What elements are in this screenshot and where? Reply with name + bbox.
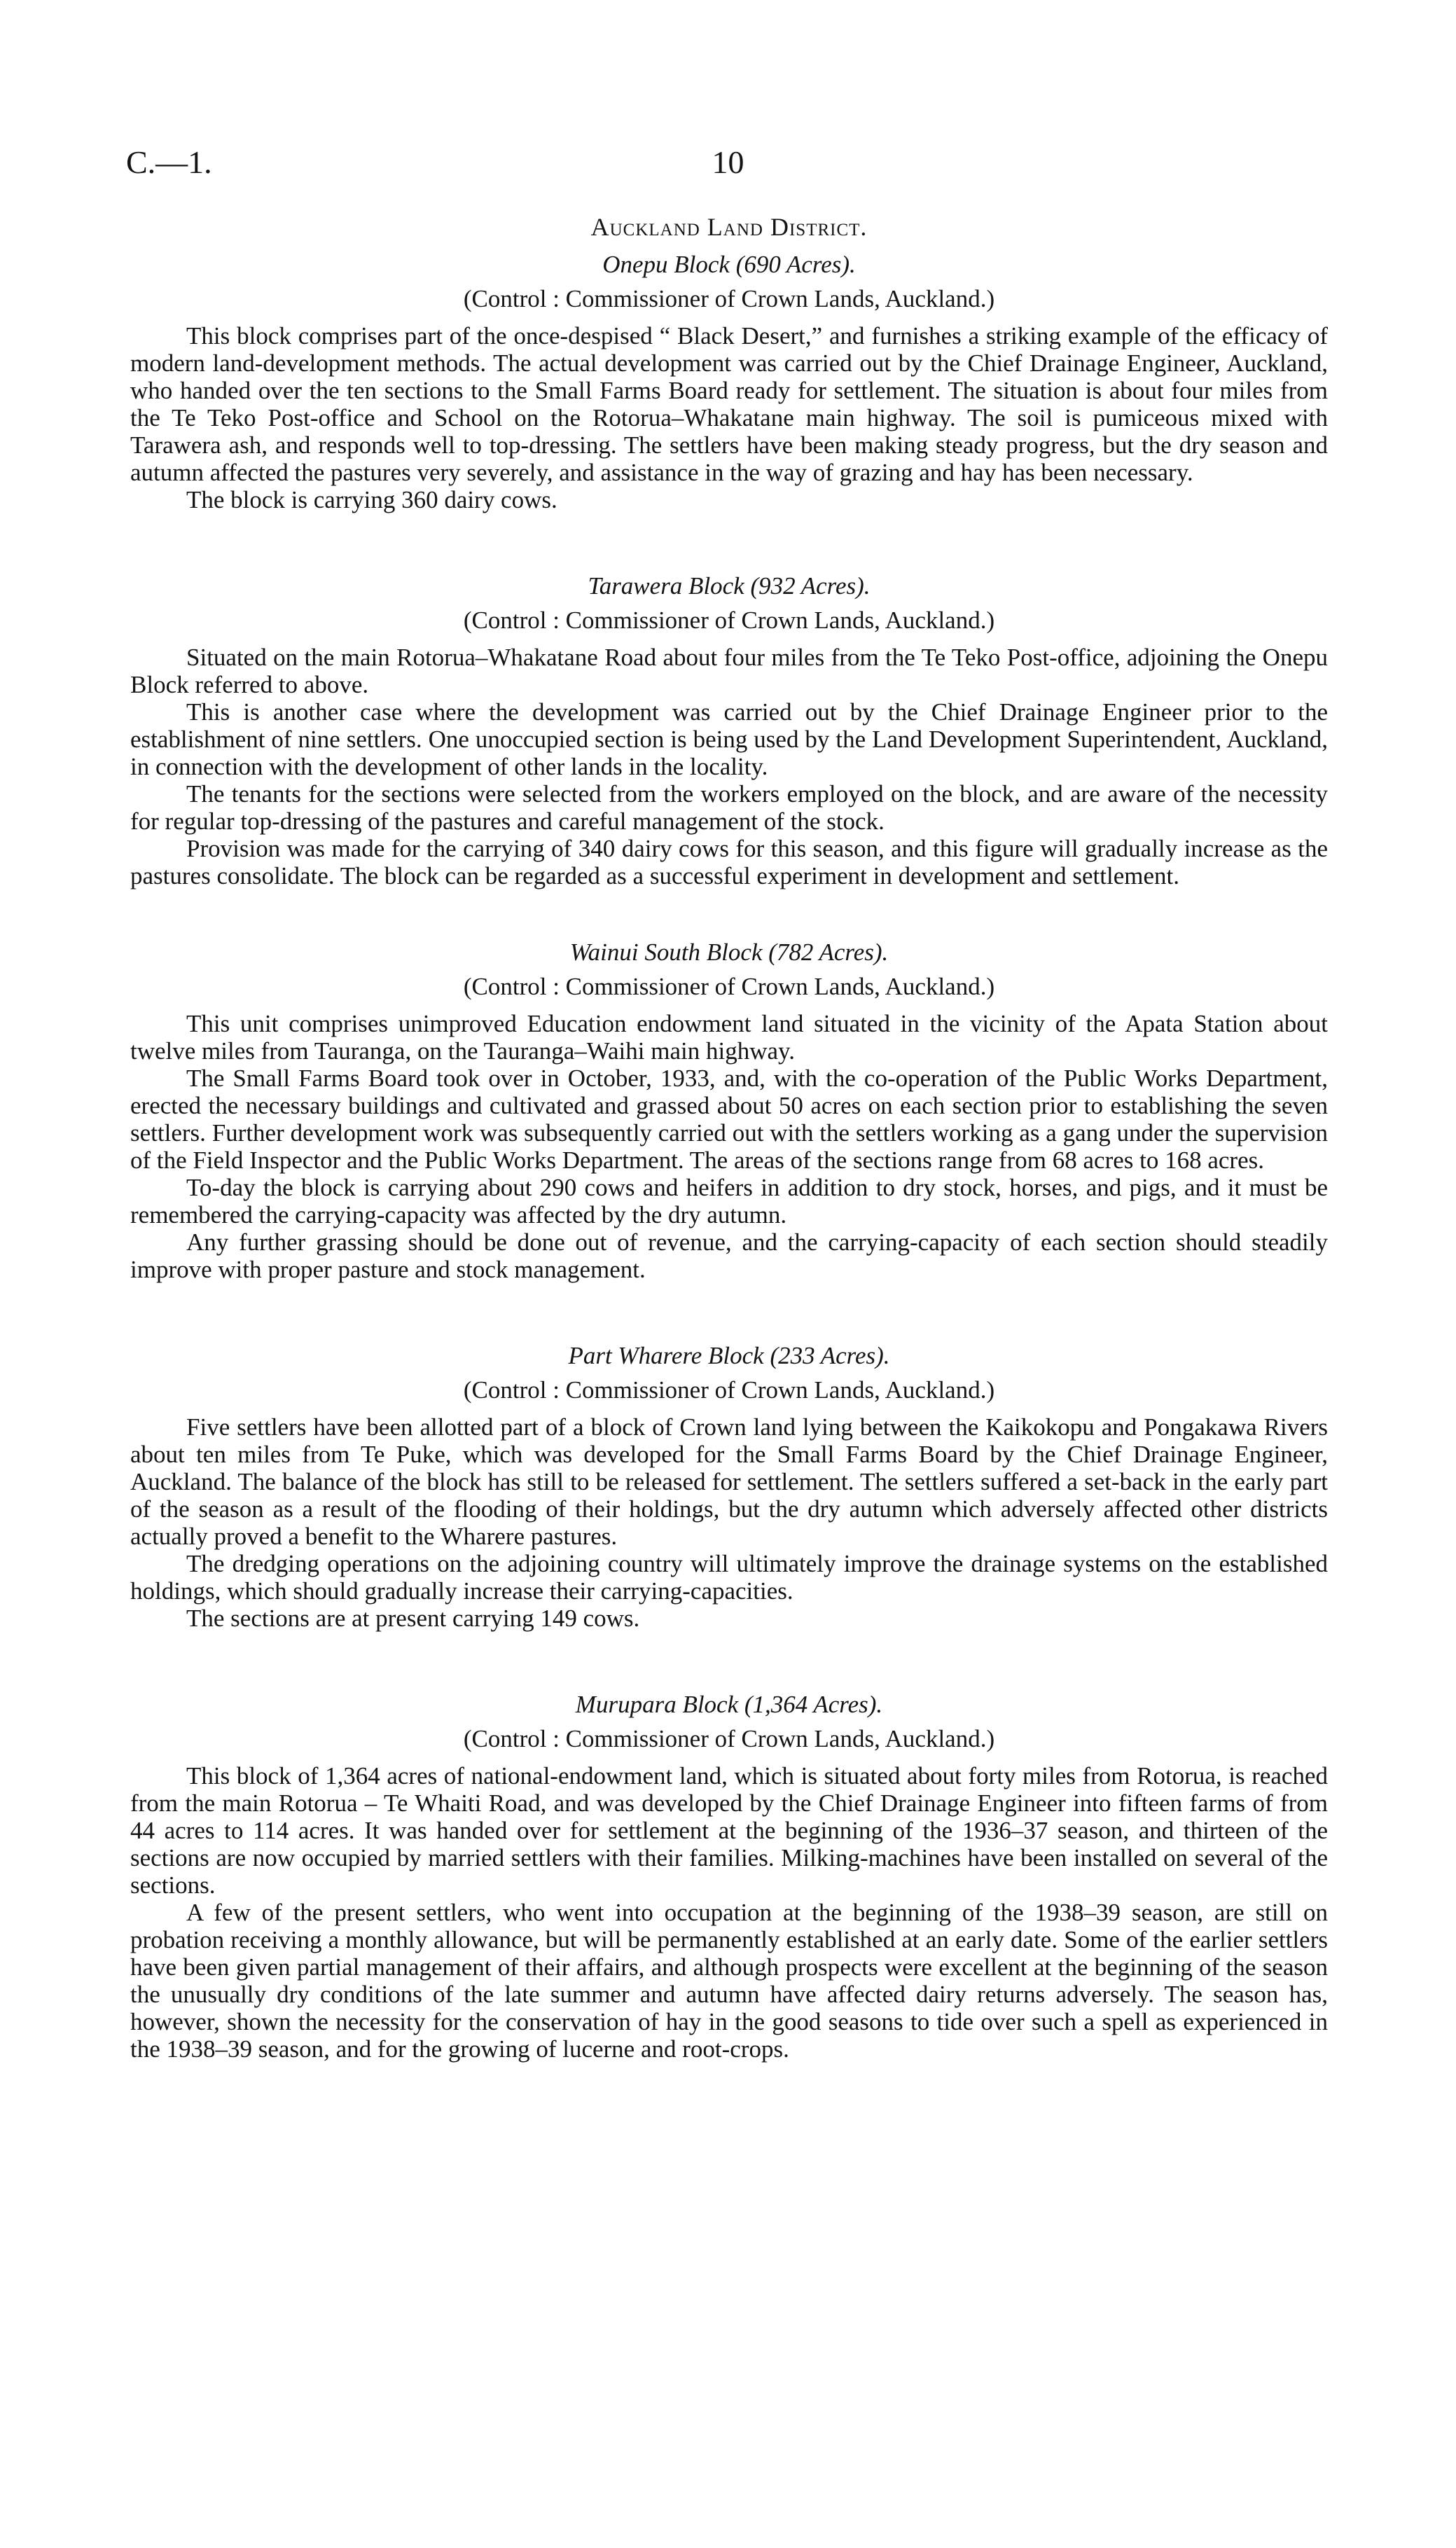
paragraph: The sections are at present carrying 149 cows. [186, 1605, 640, 1632]
paragraph: Five settlers have been allotted part of a block of Crown land lying between the Kaikokopu and Pongakawa Rivers about ten miles from Te Puke, which was developed for the Small Farms Board by the Chief Drainage Engineer, Auckland. The balance of the block has still to be released for settlement. The settlers suffered a set-back in the early part of the season as a result of the flooding of their holdings, but the dry autumn which adversely affected other districts actually proved a benefit to the Wharere pastures. [130, 1413, 1328, 1550]
paragraph: This block comprises part of the once-despised “ Black Desert,” and furnishes a striking example of the efficacy of modern land-development methods. The actual development was carried out by the Chief Drainage Engineer, Auckland, who handed over the ten sections to the Small Farms Board ready for settlement. The situation is about four miles from the Te Teko Post-office and School on the Rotorua–Whakatane main highway. The soil is pumiceous mixed with Tarawera ash, and responds well to top-dressing. The settlers have been making steady progress, but the dry season and autumn affected the pastures very severely, and assistance in the way of grazing and hay has been necessary. [130, 322, 1328, 486]
paragraph: The tenants for the sections were selected from the workers employed on the block, and are aware of the necessity for regular top-dressing of the pastures and careful management of the stock. [130, 780, 1328, 835]
paragraph: Provision was made for the carrying of 340 dairy cows for this season, and this figure will gradually increase as the pastures consolidate. The block can be regarded as a successful experiment in development and settlement. [130, 835, 1328, 889]
paragraph: The dredging operations on the adjoining country will ultimately improve the drainage systems on the established holdings, which should gradually increase their carrying-capacities. [130, 1550, 1328, 1605]
page-body [130, 210, 1328, 2063]
block-section [130, 1688, 1328, 2063]
paragraph: A few of the present settlers, who went into occupation at the beginning of the 1938–39 season, are still on probation receiving a monthly allowance, but will be permanently established at an early date. Some of the earlier settlers have been given partial management of their affairs, and although prospects were excellent at the beginning of the season the unusually dry conditions of the late summer and autumn have affected dairy returns adversely. The season has, however, shown the necessity for the conservation of hay in the good seasons to tide over such a spell as experienced in the 1938–39 season, and for the growing of lucerne and root-crops. [130, 1899, 1328, 2063]
control-line: (Control : Commissioner of Crown Lands, Auckland.) [463, 1725, 995, 1752]
paragraph: This block of 1,364 acres of national-endowment land, which is situated about forty miles from Rotorua, is reached from the main Rotorua – Te Whaiti Road, and was developed by the Chief Drainage Engineer into fifteen farms of from 44 acres to 114 acres. It was handed over for settlement at the beginning of the 1936–37 season, and thirteen of the sections are now occupied by married settlers with their families. Milking-machines have been installed on several of the sections. [130, 1762, 1328, 1899]
paragraph: Any further grassing should be done out of revenue, and the carrying-capacity of each section should steadily improve with proper pasture and stock management. [130, 1228, 1328, 1283]
control-line: (Control : Commissioner of Crown Lands, Auckland.) [463, 973, 995, 1000]
block-title: Onepu Block (690 Acres). [602, 251, 856, 278]
paragraph: The Small Farms Board took over in October, 1933, and, with the co-operation of the Public Works Department, erected the necessary buildings and cultivated and grassed about 50 acres on each section prior to establishing the seven settlers. Further development work was subsequently carried out with the settlers working as a gang under the supervision of the Field Inspector and the Public Works Department. The areas of the sections range from 68 acres to 168 acres. [130, 1065, 1328, 1174]
control-line: (Control : Commissioner of Crown Lands, Auckland.) [463, 1376, 995, 1404]
running-head [0, 144, 1456, 186]
block-section [130, 248, 1328, 513]
paragraph: This is another case where the development was carried out by the Chief Drainage Engineer prior to the establishment of nine settlers. One unoccupied section is being used by the Land Development Superintendent, Auckland, in connection with the development of other lands in the locality. [130, 698, 1328, 780]
page-reference: C.—1. [126, 144, 212, 180]
paragraph: The block is carrying 360 dairy cows. [186, 486, 557, 513]
paragraph: To-day the block is carrying about 290 cows and heifers in addition to dry stock, horses, and pigs, and it must be remembered the carrying-capacity was affected by the dry autumn. [130, 1174, 1328, 1228]
block-title: Murupara Block (1,364 Acres). [575, 1691, 883, 1718]
block-title: Part Wharere Block (233 Acres). [568, 1342, 890, 1369]
paragraph: Situated on the main Rotorua–Whakatane Road about four miles from the Te Teko Post-office, adjoining the Onepu Block referred to above. [130, 644, 1328, 698]
control-line: (Control : Commissioner of Crown Lands, Auckland.) [463, 285, 995, 312]
block-title: Wainui South Block (782 Acres). [569, 939, 889, 966]
block-section [130, 569, 1328, 889]
district-title: Auckland Land District. [590, 213, 868, 241]
block-section [130, 1339, 1328, 1632]
block-title: Tarawera Block (932 Acres). [588, 572, 871, 600]
page-number: 10 [712, 144, 744, 180]
control-line: (Control : Commissioner of Crown Lands, Auckland.) [463, 607, 995, 634]
block-section [130, 936, 1328, 1283]
paragraph: This unit comprises unimproved Education endowment land situated in the vicinity of the Apata Station about twelve miles from Tauranga, on the Tauranga–Waihi main highway. [130, 1010, 1328, 1065]
